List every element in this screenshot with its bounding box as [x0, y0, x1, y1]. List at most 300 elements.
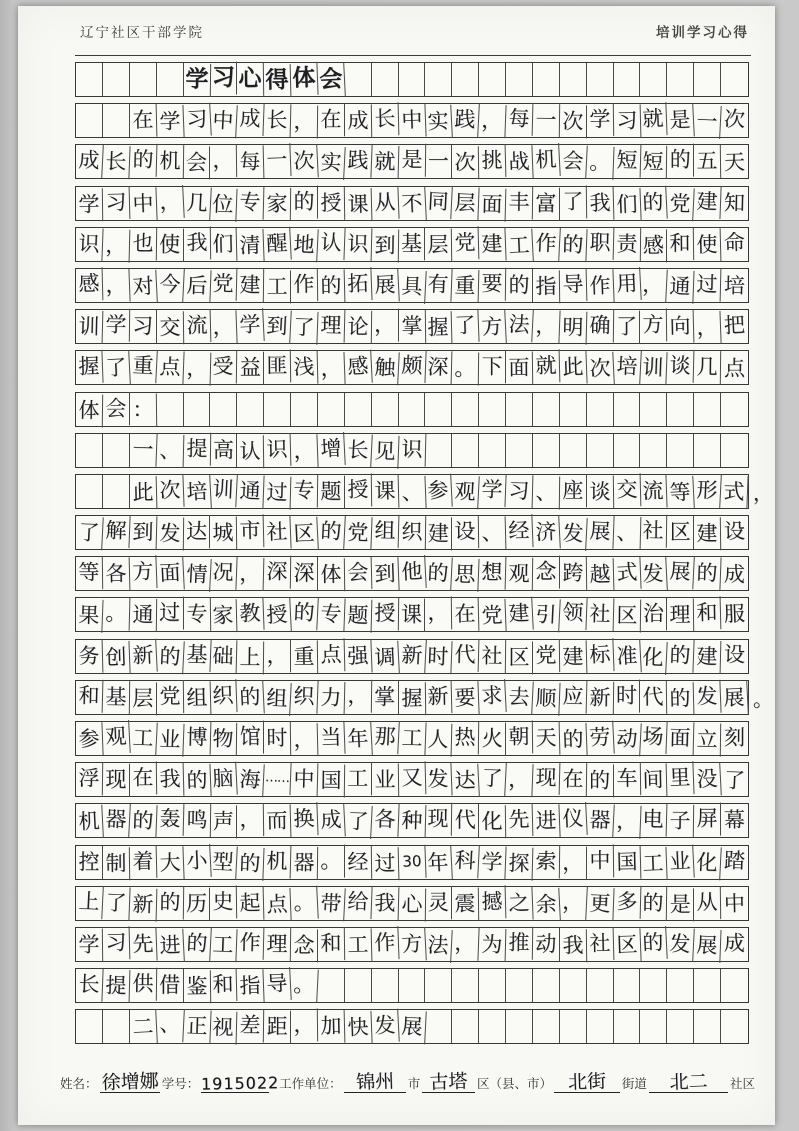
- char-cell: 学: [586, 103, 613, 136]
- char-cell: 学: [236, 308, 264, 342]
- street-blank: [554, 1066, 620, 1093]
- char-cell: 了: [102, 886, 130, 920]
- char-cell: 的: [317, 269, 345, 303]
- char-cell: [614, 63, 641, 96]
- char-cell: 的: [129, 805, 157, 839]
- char-cell: [452, 393, 479, 426]
- char-cell: 的: [559, 228, 587, 262]
- char-cell: 心: [398, 888, 425, 921]
- char-cell: 课: [371, 475, 399, 509]
- char-cell: 作: [532, 226, 560, 260]
- char-cell: 掌: [372, 681, 399, 714]
- char-cell: 况: [210, 556, 238, 590]
- char-cell: [560, 434, 587, 467]
- char-cell: 中: [210, 104, 238, 138]
- char-cell: 了: [614, 311, 641, 344]
- char-cell: 就: [532, 350, 560, 384]
- community-label: 社区: [729, 1076, 755, 1091]
- char-cell: ，: [291, 723, 319, 757]
- char-cell: 课: [399, 599, 426, 632]
- char-cell: 工: [210, 928, 238, 962]
- char-cell: 的: [236, 680, 264, 714]
- char-cell: 题: [344, 600, 372, 634]
- char-cell: 发: [640, 557, 668, 591]
- char-cell: 次: [156, 474, 184, 508]
- char-cell: [667, 434, 694, 467]
- char-cell: 是: [666, 104, 694, 138]
- char-cell: [184, 393, 211, 426]
- char-cell: 每: [237, 146, 265, 180]
- char-cell: 更: [586, 887, 614, 921]
- char-cell: 去: [505, 680, 533, 714]
- char-cell: 区: [613, 928, 641, 962]
- char-cell: 化: [640, 640, 668, 674]
- char-cell: 工: [640, 846, 668, 880]
- char-cell: 长: [102, 146, 130, 180]
- char-cell: 情: [183, 558, 211, 592]
- char-cell: 体: [290, 62, 318, 96]
- char-cell: 现: [533, 761, 561, 795]
- char-cell: 建: [479, 227, 507, 261]
- name-value: 徐增娜: [100, 1070, 159, 1094]
- char-cell: 里: [667, 761, 695, 795]
- char-cell: [640, 434, 667, 467]
- char-cell: 指: [533, 270, 560, 303]
- char-cell: 的: [506, 269, 533, 302]
- char-cell: 想: [479, 556, 507, 590]
- char-cell: 方: [129, 555, 157, 589]
- char-cell: [103, 434, 130, 467]
- char-cell: 长: [344, 433, 372, 467]
- char-cell: 颇: [398, 349, 426, 383]
- char-cell: 子: [667, 805, 694, 838]
- name-blank: [100, 1066, 160, 1093]
- char-cell: 又: [398, 761, 426, 795]
- char-cell: ，: [532, 310, 560, 344]
- char-cell: 科: [452, 844, 480, 878]
- char-cell: 轰: [156, 803, 184, 837]
- char-cell: [587, 63, 614, 96]
- manuscript-row: [75, 350, 749, 385]
- char-cell: 代: [452, 638, 480, 672]
- char-cell: 使: [694, 228, 722, 262]
- char-cell: 准: [613, 639, 641, 673]
- char-cell: 提: [102, 970, 130, 1004]
- char-cell: 法: [505, 308, 533, 342]
- char-cell: 。: [318, 844, 345, 877]
- char-cell: 命: [723, 229, 746, 255]
- char-cell: 创: [102, 641, 130, 675]
- manuscript-row: [75, 927, 749, 962]
- char-cell: 一: [129, 433, 157, 467]
- char-cell: [694, 434, 721, 467]
- char-cell: [721, 969, 748, 1002]
- char-cell: 座: [560, 474, 587, 507]
- char-cell: ，: [479, 104, 507, 138]
- char-cell: 流: [640, 474, 668, 508]
- char-cell: [425, 63, 452, 96]
- char-cell: [667, 969, 694, 1002]
- char-cell: 今: [156, 268, 184, 302]
- char-cell: 授: [263, 598, 291, 632]
- char-cell: 展: [693, 929, 721, 963]
- char-cell: 一: [693, 105, 721, 139]
- char-cell: 的: [237, 846, 265, 880]
- char-cell: [614, 434, 641, 467]
- char-cell: 形: [693, 474, 721, 508]
- char-cell: [399, 393, 426, 426]
- manuscript-row: [75, 186, 749, 221]
- char-cell: 海: [236, 763, 264, 797]
- char-cell: 各: [371, 803, 399, 837]
- char-cell: 。: [586, 146, 614, 180]
- char-cell: 重: [291, 640, 318, 673]
- char-cell: [76, 475, 103, 508]
- manuscript-row: [75, 556, 749, 591]
- char-cell: 作: [291, 268, 318, 301]
- char-cell: 成: [723, 562, 746, 587]
- char-cell: 谈: [586, 475, 613, 508]
- district-value: 古塔: [429, 1070, 469, 1094]
- char-cell: [372, 393, 399, 426]
- char-cell: 新: [586, 681, 613, 714]
- char-cell: 器: [291, 846, 318, 879]
- char-cell: 培: [723, 273, 746, 298]
- char-cell: 在: [560, 763, 587, 796]
- char-cell: 展: [720, 681, 748, 715]
- char-cell: 了: [344, 805, 372, 839]
- char-cell: 次: [723, 107, 746, 132]
- char-cell: 授: [345, 473, 372, 506]
- char-cell: 长: [264, 104, 292, 138]
- char-cell: 过: [371, 847, 399, 881]
- char-cell: 上: [75, 885, 103, 919]
- char-cell: 面: [506, 352, 533, 385]
- char-cell: 浅: [291, 351, 319, 385]
- char-cell: ……: [264, 761, 292, 795]
- char-cell: 社: [640, 514, 667, 547]
- char-cell: [425, 1010, 452, 1043]
- char-cell: ，: [291, 1009, 318, 1042]
- char-cell: 火: [479, 723, 506, 756]
- char-cell: 观: [451, 475, 479, 509]
- char-cell: 提: [183, 432, 210, 465]
- char-cell: 面: [667, 722, 695, 756]
- char-cell: 到: [263, 309, 291, 343]
- page-header: [80, 21, 749, 41]
- char-cell: [399, 63, 426, 96]
- char-cell: 握: [398, 682, 425, 715]
- char-cell: 强: [344, 639, 372, 673]
- char-cell: 建: [694, 640, 722, 674]
- student-id-blank: [201, 1066, 280, 1094]
- char-cell: ，: [613, 805, 641, 839]
- char-cell: 给: [344, 885, 372, 919]
- char-cell: 教: [237, 597, 265, 631]
- char-cell: [533, 434, 560, 467]
- char-cell: 的: [667, 638, 695, 672]
- char-cell: 认: [317, 226, 345, 260]
- char-cell: [345, 393, 372, 426]
- char-cell: 培: [183, 475, 211, 509]
- char-cell: 屏: [694, 803, 721, 836]
- char-cell: [694, 1010, 721, 1043]
- char-cell: 认: [237, 435, 264, 468]
- char-cell: 深: [291, 557, 318, 590]
- char-cell: 市: [237, 514, 265, 548]
- char-cell: 物: [210, 723, 237, 756]
- char-cell: 引: [532, 598, 560, 632]
- char-cell: 力: [317, 681, 345, 715]
- char-cell: 在: [130, 762, 157, 795]
- char-cell: 组: [371, 514, 399, 548]
- char-cell: 果: [75, 599, 103, 633]
- char-cell: 点: [264, 888, 292, 922]
- char-cell: 快: [344, 1011, 372, 1045]
- char-cell: 展: [398, 1010, 426, 1044]
- char-cell: 等: [667, 476, 695, 510]
- char-cell: [103, 475, 130, 508]
- char-cell: 方: [478, 310, 506, 344]
- char-cell: 社: [479, 639, 506, 672]
- char-cell: 用: [613, 267, 641, 301]
- char-cell: 展: [667, 555, 695, 589]
- char-cell: 各: [102, 558, 130, 592]
- char-cell: 同: [425, 185, 453, 219]
- char-cell: 新: [129, 638, 157, 672]
- char-cell: 刻: [723, 725, 745, 750]
- char-cell: [425, 393, 452, 426]
- char-cell: 加: [317, 1010, 345, 1044]
- char-cell: [318, 969, 345, 1002]
- char-cell: 基: [399, 227, 426, 260]
- char-cell: 的: [640, 185, 668, 219]
- char-cell: 是: [398, 144, 425, 177]
- char-cell: 中: [129, 187, 157, 221]
- char-cell: 要: [452, 681, 480, 715]
- char-cell: 没: [693, 763, 721, 797]
- char-cell: 交: [613, 473, 641, 507]
- char-cell: 天: [532, 722, 560, 756]
- char-cell: 确: [586, 309, 613, 342]
- char-cell: 制: [103, 847, 130, 880]
- char-cell: 重: [129, 349, 157, 383]
- char-cell: [345, 63, 372, 96]
- char-cell: 鸣: [183, 804, 210, 837]
- char-cell: 识: [75, 227, 103, 261]
- char-cell: 城: [210, 517, 237, 550]
- char-cell: 建: [505, 597, 533, 631]
- char-cell: [345, 969, 372, 1002]
- char-cell: 在: [129, 104, 157, 138]
- manuscript-row: [75, 309, 749, 344]
- char-cell: 成: [75, 144, 103, 178]
- char-cell: 正: [183, 1010, 211, 1044]
- char-cell: 丰: [506, 186, 533, 219]
- char-cell: [506, 63, 533, 96]
- char-cell: [479, 969, 506, 1002]
- char-cell: 机: [75, 805, 103, 839]
- char-cell: [452, 63, 479, 96]
- char-cell: 的: [156, 886, 183, 919]
- char-cell: 学: [479, 845, 507, 879]
- char-cell: 体: [318, 558, 345, 591]
- manuscript-row: [75, 392, 749, 427]
- char-cell: 历: [184, 887, 211, 920]
- char-cell: 距: [264, 1011, 291, 1044]
- char-cell: [721, 434, 748, 467]
- char-cell: 化: [693, 846, 721, 880]
- char-cell: 专: [291, 474, 318, 507]
- char-cell: 的: [317, 515, 345, 549]
- manuscript-row: [75, 762, 749, 797]
- char-cell: [372, 969, 399, 1002]
- char-cell: [614, 393, 641, 426]
- char-cell: [587, 434, 614, 467]
- manuscript-row: [75, 227, 749, 262]
- char-cell: 会: [317, 63, 345, 97]
- char-cell: ，: [345, 679, 372, 712]
- char-cell: [721, 63, 748, 96]
- char-cell: 通: [237, 474, 265, 508]
- char-cell: [130, 63, 157, 96]
- char-cell: 为: [479, 928, 507, 962]
- char-cell: 清: [237, 229, 265, 263]
- char-cell: 高: [210, 434, 237, 467]
- char-cell: 习: [506, 475, 534, 509]
- char-cell: 了: [102, 351, 130, 385]
- char-cell: 那: [371, 720, 399, 754]
- manuscript-row: [75, 680, 773, 715]
- char-cell: 位: [210, 187, 238, 221]
- char-cell: ，: [102, 229, 130, 263]
- char-cell: 种: [398, 805, 426, 839]
- char-cell: 的: [129, 144, 157, 178]
- char-cell: 车: [613, 762, 640, 795]
- char-cell: 设: [723, 519, 746, 544]
- char-cell: 短: [640, 146, 667, 179]
- char-cell: [479, 434, 506, 467]
- char-cell: 鉴: [183, 970, 210, 1003]
- char-cell: 现: [425, 803, 452, 836]
- char-cell: 思: [452, 558, 480, 592]
- char-cell: ，: [237, 804, 264, 837]
- char-cell: 求: [478, 679, 506, 713]
- char-cell: 的: [183, 927, 211, 961]
- char-cell: 方: [398, 927, 426, 961]
- community-blank: [649, 1066, 728, 1093]
- char-cell: 家: [210, 600, 238, 634]
- char-cell: 专: [237, 186, 265, 220]
- char-cell: 参: [75, 722, 103, 756]
- char-cell: [587, 1010, 614, 1043]
- char-cell: [76, 434, 103, 467]
- char-cell: 博: [183, 721, 211, 755]
- char-cell: 的: [291, 185, 318, 218]
- char-cell: 标: [586, 638, 614, 672]
- char-cell: 党: [156, 680, 183, 713]
- char-cell: 受: [210, 350, 237, 383]
- char-cell: 顺: [532, 682, 560, 716]
- char-cell: 会: [184, 147, 211, 180]
- char-cell: 差: [237, 1009, 264, 1042]
- char-cell: 培: [613, 350, 641, 384]
- char-cell: 理: [317, 309, 345, 343]
- char-cell: 拓: [344, 267, 372, 301]
- char-cell: [506, 1010, 533, 1043]
- char-cell: 声: [210, 806, 237, 839]
- char-cell: 具: [398, 270, 426, 304]
- char-cell: [533, 969, 560, 1002]
- char-cell: 区: [613, 600, 640, 633]
- char-cell: 达: [452, 764, 480, 798]
- char-cell: ，: [210, 310, 238, 344]
- char-cell: 社: [586, 927, 614, 961]
- manuscript-grid: [75, 62, 773, 1051]
- char-cell: 上: [237, 641, 264, 674]
- char-cell: [667, 1010, 694, 1043]
- street-value: 北街: [567, 1070, 607, 1094]
- char-cell: ，: [694, 311, 722, 345]
- char-cell: 越: [586, 558, 614, 592]
- char-cell: 深: [425, 351, 453, 385]
- char-cell: 和: [667, 227, 694, 260]
- char-cell: 成: [317, 804, 345, 838]
- char-cell: 织: [210, 679, 238, 713]
- char-cell: 到: [371, 557, 399, 591]
- char-cell: 展: [586, 515, 614, 549]
- char-cell: 小: [183, 844, 211, 878]
- char-cell: 过: [157, 597, 184, 630]
- char-cell: 他: [398, 555, 426, 589]
- char-cell: 灵: [425, 886, 452, 919]
- char-cell: 中: [398, 104, 426, 138]
- char-cell: 习: [210, 62, 237, 95]
- char-cell: 解: [102, 514, 130, 548]
- char-cell: 授: [318, 186, 345, 219]
- char-cell: 视: [210, 1011, 238, 1045]
- char-cell: 就: [371, 146, 399, 180]
- char-cell: 明: [559, 311, 587, 345]
- char-cell: 。: [452, 353, 479, 386]
- char-cell: 理: [264, 928, 291, 961]
- char-cell: 工: [129, 721, 157, 755]
- char-cell: 把: [723, 312, 746, 338]
- char-cell: 。: [290, 885, 318, 919]
- char-cell: 年: [425, 846, 453, 880]
- char-cell: 党: [666, 187, 694, 221]
- char-cell: ，: [290, 434, 318, 468]
- char-cell: 治: [640, 598, 667, 631]
- manuscript-row: [75, 803, 749, 838]
- community-value: 北二: [669, 1070, 708, 1094]
- char-cell: 的: [559, 723, 587, 757]
- char-cell: 、: [533, 476, 560, 509]
- char-cell: 。: [102, 597, 130, 631]
- char-cell: 掌: [398, 310, 425, 343]
- char-cell: 不: [398, 187, 426, 221]
- char-cell: ，: [559, 885, 587, 919]
- char-cell: 层: [452, 186, 480, 220]
- char-cell: 地: [290, 228, 318, 262]
- char-cell: 对: [129, 270, 157, 304]
- char-cell: 发: [694, 680, 722, 714]
- char-cell: 感: [76, 267, 104, 301]
- char-cell: 后: [183, 269, 211, 303]
- char-cell: [533, 1010, 560, 1043]
- char-cell: 我: [183, 226, 210, 259]
- char-cell: 习: [130, 310, 157, 343]
